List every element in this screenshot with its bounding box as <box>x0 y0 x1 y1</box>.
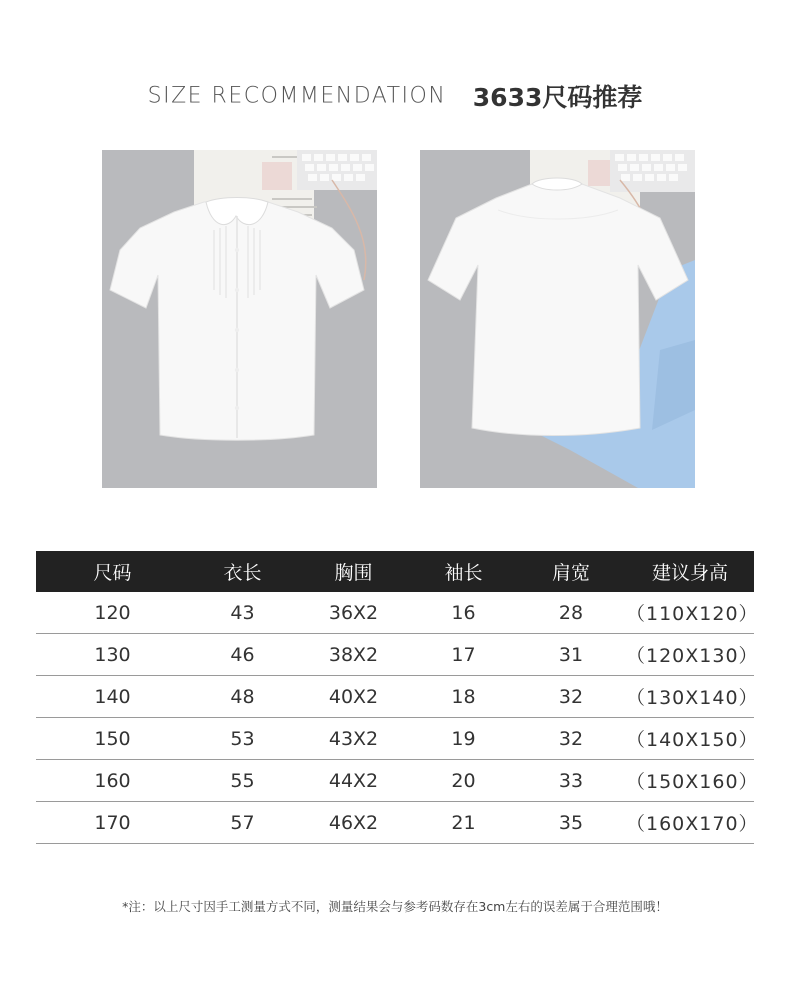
cell-sleeve: 17 <box>411 634 516 676</box>
product-photo-front <box>102 150 377 488</box>
cell-length: 55 <box>189 760 296 802</box>
cell-chest: 38X2 <box>296 634 411 676</box>
cell-shoulder: 32 <box>516 718 626 760</box>
size-table <box>36 551 759 844</box>
cell-size: 140 <box>36 676 189 718</box>
cell-chest: 43X2 <box>296 718 411 760</box>
cell-sleeve: 16 <box>411 592 516 634</box>
heading-english: SIZE RECOMMENDATION <box>147 83 447 109</box>
table-row <box>36 718 754 760</box>
page-heading <box>0 78 790 114</box>
cell-sleeve: 20 <box>411 760 516 802</box>
product-photo-back <box>420 150 695 488</box>
cell-height: （130X140） <box>626 676 754 718</box>
cell-shoulder: 35 <box>516 802 626 844</box>
cell-chest: 46X2 <box>296 802 411 844</box>
cell-chest: 36X2 <box>296 592 411 634</box>
cell-size: 170 <box>36 802 189 844</box>
heading-chinese: 3633尺码推荐 <box>472 83 643 112</box>
cell-size: 120 <box>36 592 189 634</box>
cell-shoulder: 32 <box>516 676 626 718</box>
table-row <box>36 592 754 634</box>
header-height: 建议身高 <box>626 551 754 592</box>
header-length: 衣长 <box>189 551 296 592</box>
cell-length: 48 <box>189 676 296 718</box>
cell-length: 53 <box>189 718 296 760</box>
cell-length: 57 <box>189 802 296 844</box>
cell-height: （150X160） <box>626 760 754 802</box>
header-chest: 胸围 <box>296 551 411 592</box>
cell-chest: 44X2 <box>296 760 411 802</box>
table-row <box>36 634 754 676</box>
header-size: 尺码 <box>36 551 189 592</box>
cell-length: 43 <box>189 592 296 634</box>
cell-shoulder: 28 <box>516 592 626 634</box>
cell-sleeve: 18 <box>411 676 516 718</box>
cell-height: （160X170） <box>626 802 754 844</box>
cell-shoulder: 31 <box>516 634 626 676</box>
cell-length: 46 <box>189 634 296 676</box>
cell-size: 160 <box>36 760 189 802</box>
table-row <box>36 676 754 718</box>
table-header-row <box>36 551 754 592</box>
cell-size: 130 <box>36 634 189 676</box>
cell-height: （120X130） <box>626 634 754 676</box>
header-shoulder: 肩宽 <box>516 551 626 592</box>
cell-height: （110X120） <box>626 592 754 634</box>
cell-size: 150 <box>36 718 189 760</box>
table-row <box>36 760 754 802</box>
cell-shoulder: 33 <box>516 760 626 802</box>
cell-height: （140X150） <box>626 718 754 760</box>
table-row <box>36 802 754 844</box>
cell-sleeve: 19 <box>411 718 516 760</box>
cell-sleeve: 21 <box>411 802 516 844</box>
cell-chest: 40X2 <box>296 676 411 718</box>
header-sleeve: 袖长 <box>411 551 516 592</box>
measurement-note: *注：以上尺寸因手工测量方式不同，测量结果会与参考码数存在3cm左右的误差属于合理范围哦！ <box>122 899 668 914</box>
